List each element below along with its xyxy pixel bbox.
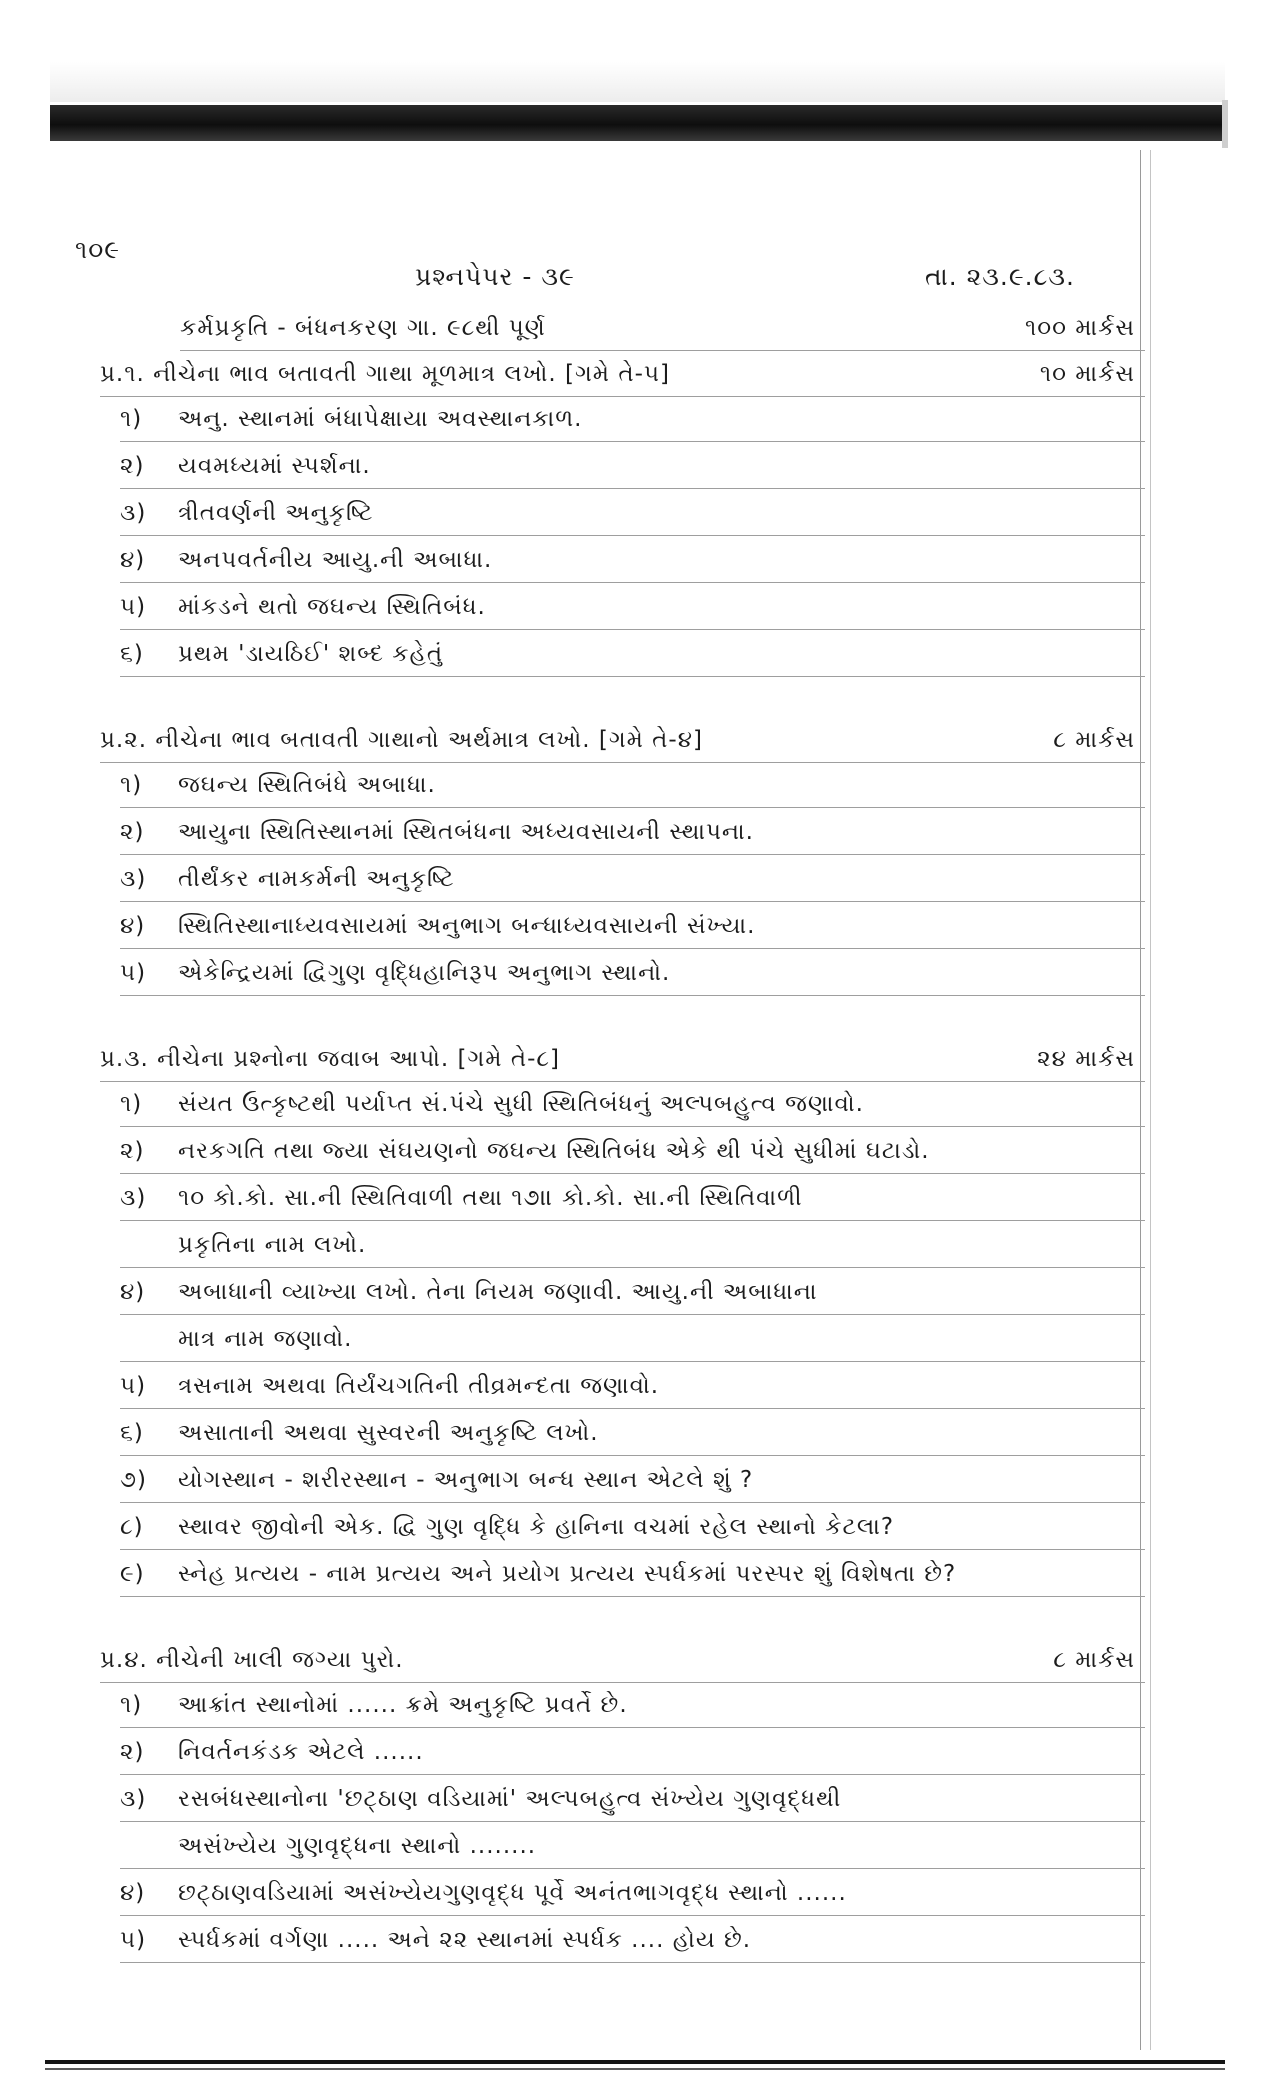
item-number: ૪) — [120, 1880, 146, 1906]
item-text: નરકગતિ તથા જ્યા સંઘયણનો જઘન્ય સ્થિતિબંધ એકે થી પંચે સુધીમાં ઘટાડો. — [178, 1138, 930, 1164]
item-text: અનુ. સ્થાનમાં બંધાપેક્ષાયા અવસ્થાનકાળ. — [178, 406, 583, 432]
item-text: માંકડને થતો જઘન્ય સ્થિતિબંધ. — [178, 594, 486, 620]
q4-item — [120, 1777, 1145, 1822]
item-text: માત્ર નામ જણાવો. — [178, 1326, 353, 1352]
q1-item — [120, 538, 1145, 583]
item-number: ૪) — [120, 913, 146, 939]
item-text: યવમધ્યમાં સ્પર્શના. — [178, 453, 371, 479]
q4-item — [120, 1918, 1145, 1963]
q4-item — [120, 1871, 1145, 1916]
item-text: અસાતાની અથવા સુસ્વરની અનુકૃષ્ટિ લખો. — [178, 1420, 599, 1446]
item-number: ૨) — [120, 819, 145, 845]
q4-item — [120, 1683, 1145, 1728]
item-text: પ્રકૃતિના નામ લખો. — [178, 1232, 367, 1258]
q2-heading — [100, 718, 1145, 763]
q1-item — [120, 444, 1145, 489]
scan-top-band-edge — [1222, 100, 1228, 148]
q4-heading — [100, 1638, 1145, 1683]
item-text: અબાધાની વ્યાખ્યા લખો. તેના નિયમ જણાવી. આયુ.ની અબાધાના — [178, 1279, 818, 1305]
q3-item — [120, 1411, 1145, 1456]
item-number: ૩) — [120, 1786, 147, 1812]
item-number: ૮) — [120, 1514, 144, 1540]
q3-item — [120, 1082, 1145, 1127]
item-number: ૬) — [120, 1420, 144, 1446]
q2-item — [120, 763, 1145, 808]
subject: કર્મપ્રકૃતિ - બંધનકરણ ગા. ૯૮થી પૂર્ણ — [180, 315, 546, 341]
item-text: સ્નેહ પ્રત્યય - નામ પ્રત્યય અને પ્રયોગ પ્રત્યય સ્પર્ધકમાં પરસ્પર શું વિશેષતા છે? — [178, 1561, 957, 1587]
item-number: ૩) — [120, 500, 147, 526]
q3-item — [120, 1129, 1145, 1174]
item-text: તીર્થંકર નામકર્મની અનુકૃષ્ટિ — [178, 866, 455, 892]
item-text: આક્રાંત સ્થાનોમાં ...... ક્રમે અનુકૃષ્ટિ પ્રવર્તે છે. — [178, 1692, 628, 1718]
q4-marks: ૮ માર્કસ — [1053, 1647, 1135, 1673]
scan-top-shadow — [50, 62, 1225, 102]
item-number: ૯) — [120, 1561, 145, 1587]
item-number: ૪) — [120, 547, 146, 573]
q2-marks: ૮ માર્કસ — [1053, 727, 1135, 753]
q3-item — [120, 1458, 1145, 1503]
paper-title: પ્રશ્નપેપર - ૩૯ — [415, 262, 575, 291]
item-text: સ્પર્ધકમાં વર્ગણા ..... અને ૨૨ સ્થાનમાં સ્પર્ધક .... હોય છે. — [178, 1927, 752, 1953]
item-number: ૨) — [120, 453, 145, 479]
item-number: ૪) — [120, 1279, 146, 1305]
page-number: ૧૦૯ — [75, 235, 121, 264]
paper-date: તા. ૨૩.૯.૮૩. — [925, 262, 1075, 291]
q3-marks: ૨૪ માર્કસ — [1037, 1046, 1135, 1072]
q2-item — [120, 857, 1145, 902]
item-text: પ્રથમ 'ડાયઠિઈ' શબ્દ કહેતું — [178, 641, 444, 667]
item-number: ૨) — [120, 1739, 145, 1765]
total-marks: ૧૦૦ માર્કસ — [1024, 315, 1135, 341]
q4-item — [120, 1730, 1145, 1775]
item-text: જઘન્ય સ્થિતિબંધે અબાધા. — [178, 772, 436, 798]
q3-item — [120, 1176, 1145, 1221]
q3-item-continued — [120, 1317, 1145, 1362]
q3-item — [120, 1552, 1145, 1597]
q2-heading-text: પ્ર.૨. નીચેના ભાવ બતાવતી ગાથાનો અર્થમાત્ર લખો. [ગમે તે-૪] — [100, 727, 703, 753]
item-number: ૨) — [120, 1138, 145, 1164]
item-number: ૧) — [120, 1091, 143, 1117]
subject-line — [180, 306, 1145, 351]
item-number: ૧) — [120, 772, 143, 798]
q1-marks: ૧૦ માર્કસ — [1039, 361, 1135, 387]
item-text: રસબંધસ્થાનોના 'છટ્ઠાણ વડિયામાં' અલ્પબહુત્વ સંખ્યેય ગુણવૃદ્ધથી — [178, 1786, 842, 1812]
item-text: સ્થાવર જીવોની એક. દ્વિ ગુણ વૃદ્ધિ કે હાનિના વચમાં રહેલ સ્થાનો કેટલા? — [178, 1514, 895, 1540]
scan-bottom-rule-secondary — [45, 2068, 1225, 2070]
q2-item — [120, 904, 1145, 949]
item-number: ૧) — [120, 1692, 143, 1718]
item-text: છટ્ઠાણવડિયામાં અસંખ્યેયગુણવૃદ્ધ પૂર્વે અનંતભાગવૃદ્ધ સ્થાનો ...... — [178, 1880, 847, 1906]
q3-heading — [100, 1037, 1145, 1082]
item-number: ૩) — [120, 1185, 147, 1211]
item-text: અનપવર્તનીય આયુ.ની અબાધા. — [178, 547, 493, 573]
scan-top-band — [50, 105, 1225, 141]
item-text: અસંખ્યેય ગુણવૃદ્ધના સ્થાનો ........ — [178, 1833, 537, 1859]
q4-heading-text: પ્ર.૪. નીચેની ખાલી જગ્યા પુરો. — [100, 1647, 404, 1673]
q2-item — [120, 951, 1145, 996]
item-number: ૫) — [120, 594, 147, 620]
q3-item — [120, 1364, 1145, 1409]
item-number: ૫) — [120, 1927, 147, 1953]
q1-heading — [100, 352, 1145, 397]
q4-item-continued — [120, 1824, 1145, 1869]
item-text: એકેન્દ્રિયમાં દ્વિગુણ વૃદ્ધિહાનિરૂપ અનુભાગ સ્થાનો. — [178, 960, 671, 986]
margin-line-secondary — [1150, 150, 1151, 2050]
item-text: ૧૦ કો.કો. સા.ની સ્થિતિવાળી તથા ૧૭॥ કો.કો. સા.ની સ્થિતિવાળી — [178, 1185, 803, 1211]
q3-heading-text: પ્ર.૩. નીચેના પ્રશ્નોના જવાબ આપો. [ગમે તે-૮] — [100, 1046, 561, 1072]
q1-item — [120, 632, 1145, 677]
item-number: ૬) — [120, 641, 144, 667]
item-number: ૭) — [120, 1467, 147, 1493]
item-text: સંયત ઉત્કૃષ્ટથી પર્યાપ્ત સં.પંચે સુધી સ્થિતિબંધનું અલ્પબહુત્વ જણાવો. — [178, 1091, 864, 1117]
item-text: સ્થિતિસ્થાનાધ્યવસાયમાં અનુભાગ બન્ધાધ્યવસાયની સંખ્યા. — [178, 913, 756, 939]
q3-item — [120, 1270, 1145, 1315]
item-number: ૫) — [120, 960, 147, 986]
item-number: ૫) — [120, 1373, 147, 1399]
item-text: ત્રીતવર્ણની અનુકૃષ્ટિ — [178, 500, 374, 526]
q3-item — [120, 1505, 1145, 1550]
item-number: ૩) — [120, 866, 147, 892]
item-text: ત્રસનામ અથવા તિર્યંચગતિની તીવ્રમન્દતા જણાવો. — [178, 1373, 660, 1399]
item-text: નિવર્તનકંડક એટલે ...... — [178, 1739, 424, 1765]
q2-item — [120, 810, 1145, 855]
item-number: ૧) — [120, 406, 143, 432]
q1-item — [120, 491, 1145, 536]
item-text: યોગસ્થાન - શરીરસ્થાન - અનુભાગ બન્ધ સ્થાન એટલે શું ? — [178, 1467, 754, 1493]
q1-item — [120, 397, 1145, 442]
scan-bottom-rule — [45, 2060, 1225, 2064]
q3-item-continued — [120, 1223, 1145, 1268]
item-text: આયુના સ્થિતિસ્થાનમાં સ્થિતબંધના અધ્યવસાયની સ્થાપના. — [178, 819, 754, 845]
q1-heading-text: પ્ર.૧. નીચેના ભાવ બતાવતી ગાથા મૂળમાત્ર લખો. [ગમે તે-૫] — [100, 361, 670, 387]
q1-item — [120, 585, 1145, 630]
